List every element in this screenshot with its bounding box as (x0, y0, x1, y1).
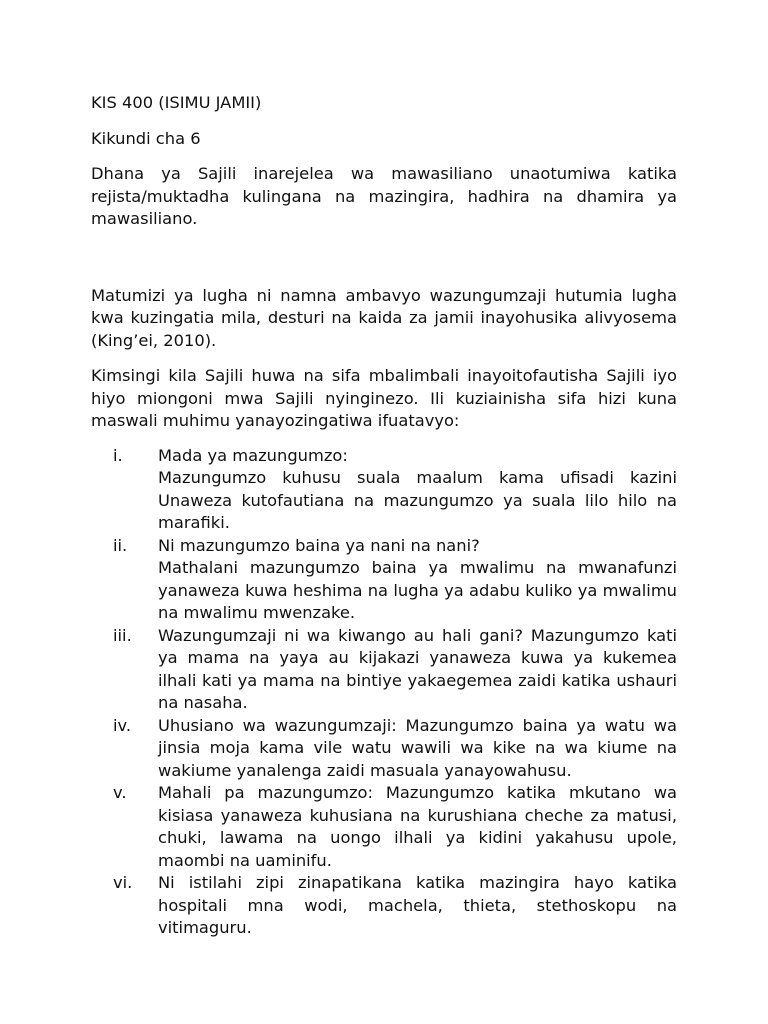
list-item (91, 782, 677, 872)
list-item-heading: Mada ya mazungumzo: (158, 445, 348, 465)
list-item-text: Mahali pa mazungumzo: Mazungumzo katika mkutano wa kisiasa yanaweza kuhusiana na kurushiana cheche za matusi, chuki, lawama na uongo ilhali ya kidini yakahusu upole, maombi na uaminifu. (158, 783, 677, 870)
list-item (91, 872, 677, 940)
list-marker: v. (113, 783, 127, 802)
course-title: KIS 400 (ISIMU JAMII) (91, 93, 262, 112)
list-item (91, 625, 677, 715)
list-item-text: Mazungumzo kuhusu suala maalum kama ufisadi kazini Unaweza kutofautiana na mazungumzo ya suala lilo hilo na marafiki. (158, 468, 677, 532)
group-label: Kikundi cha 6 (91, 128, 201, 148)
list-marker: iii. (113, 625, 132, 645)
list-item-text: Ni istilahi zipi zinapatikana katika mazingira hayo katika hospitali mna wodi, machela, thieta, stethoskopu na vitimaguru. (158, 873, 677, 937)
list-item-heading: Ni mazungumzo baina ya nani na nani? (158, 535, 480, 555)
list-item-text: Uhusiano wa wazungumzaji: Mazungumzo baina ya watu wa jinsia moja kama vile watu wawili wa kike na wa kiume na wakiume yanalenga zaidi masuala yanayowahusu. (158, 715, 677, 780)
list-marker: vi. (113, 873, 133, 892)
paragraph-kimsingi: Kimsingi kila Sajili huwa na sifa mbalimbali inayoitofautisha Sajili iyo hiyo miongoni mwa Sajili nyinginezo. Ili kuziainisha sifa hizi kuna maswali muhimu yanayozingatiwa ifuatavyo: (91, 366, 677, 430)
document-page (91, 92, 677, 940)
list-item-text: Wazungumzaji ni wa kiwango au hali gani? Mazungumzo kati ya mama na yaya au kijakazi yanaweza kuwa ya kukemea ilhali kati ya mama na bintiye yakaegemea zaidi katika ushauri na nasaha. (158, 625, 677, 712)
questions-list (91, 445, 677, 940)
list-item (91, 535, 677, 625)
list-item-text: Mathalani mazungumzo baina ya mwalimu na mwanafunzi yanaweza kuwa heshima na lugha ya adabu kuliko ya mwalimu na mwalimu mwenzake. (158, 558, 677, 622)
paragraph-sajili-definition: Dhana ya Sajili inarejelea wa mawasiliano unaotumiwa katika rejista/muktadha kulingana na mazingira, hadhira na dhamira ya mawasiliano. (91, 164, 677, 228)
list-marker: iv. (113, 715, 132, 735)
list-marker: i. (113, 445, 123, 465)
paragraph-matumizi-ya-lugha: Matumizi ya lugha ni namna ambavyo wazungumzaji hutumia lugha kwa kuzingatia mila, desturi na kaida za jamii inayohusika alivyosema (King’ei, 2010). (91, 285, 677, 350)
list-marker: ii. (113, 535, 128, 555)
list-item (91, 445, 677, 535)
list-item (91, 715, 677, 783)
